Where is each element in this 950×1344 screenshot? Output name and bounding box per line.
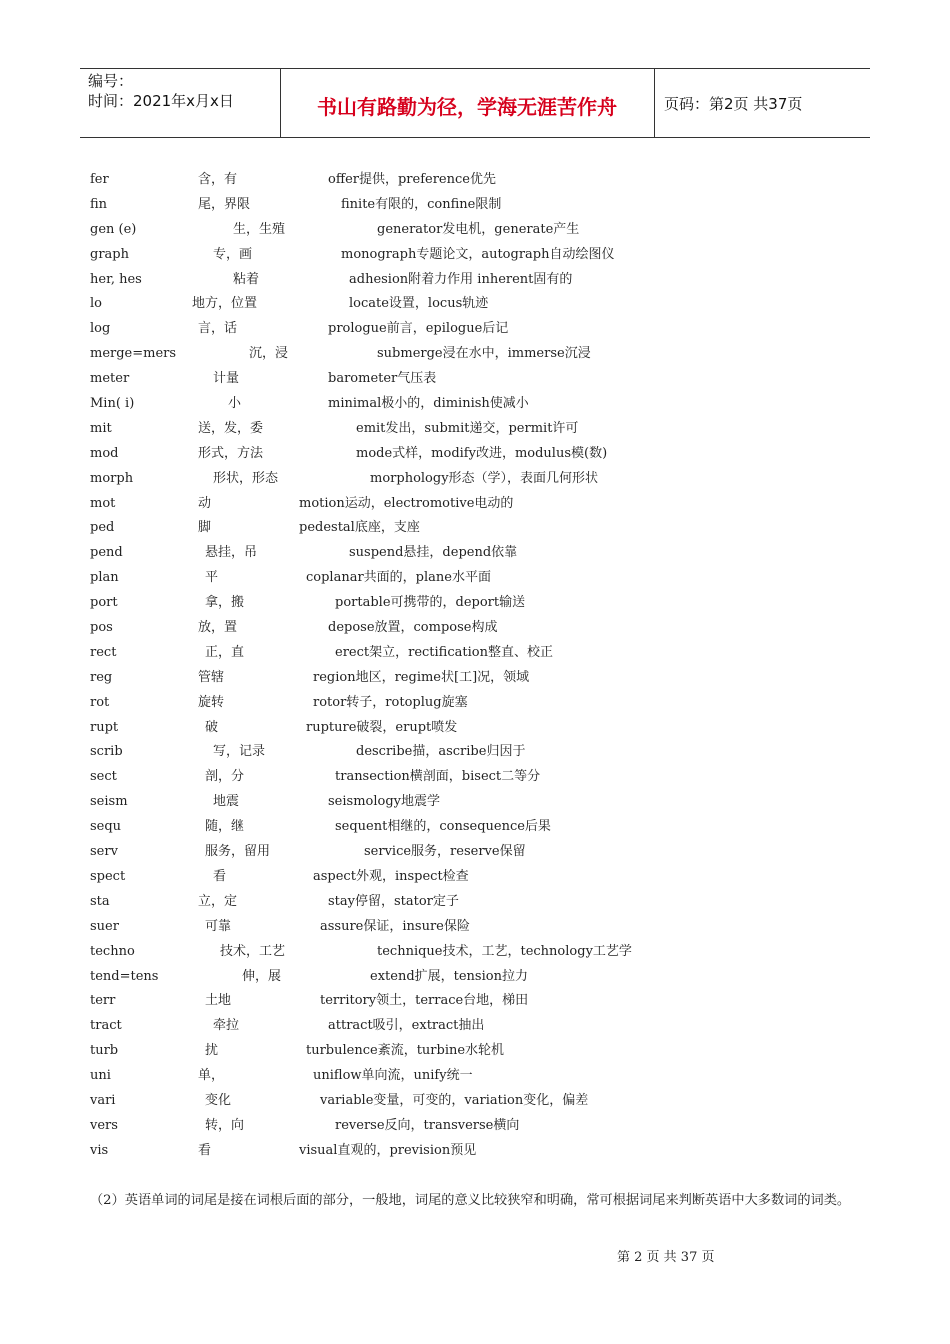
root-examples: adhesion附着力作用 inherent固有的 [349,271,573,287]
root-meaning: 尾，界限 [198,196,251,212]
word-root: morph [90,470,134,486]
root-examples: seismology地震学 [328,794,440,810]
word-root: suer [90,918,119,934]
list-item [90,842,850,867]
word-root: vis [90,1142,109,1158]
list-item [90,170,850,195]
root-meaning: 扰 [205,1043,219,1059]
root-meaning: 技术，工艺 [220,943,286,959]
word-root: merge=mers [90,346,177,362]
root-meaning: 随，继 [205,819,245,835]
root-examples: locate设置，locus轨迹 [349,296,489,312]
list-item [90,718,850,743]
root-meaning: 土地 [205,993,232,1009]
root-examples: coplanar共面的，plane水平面 [306,570,491,586]
word-root: mod [90,445,119,461]
body-paragraph: （2）英语单词的词尾是接在词根后面的部分，一般地，词尾的意义比较狭窄和明确，常可根据词尾来判断英语中大多数词的词类。 [90,1193,851,1208]
root-examples: pedestal底座，支座 [299,520,420,536]
root-examples: suspend悬挂，depend依靠 [349,545,518,561]
list-item [90,867,850,892]
header-page-number: 页码：第2页 共37页 [664,95,803,113]
document-number-label: 编号： [88,72,134,90]
list-item [90,543,850,568]
root-meaning: 脚 [198,520,212,536]
word-root: tract [90,1018,122,1034]
list-item [90,643,850,668]
list-item [90,195,850,220]
root-examples: region地区，regime状[工]况，领域 [313,669,530,685]
word-root: rot [90,694,110,710]
header-meta [88,71,280,111]
list-item [90,892,850,917]
root-examples: morphology形态（学），表面几何形状 [370,470,599,486]
root-examples: minimal极小的，diminish使减小 [328,396,529,412]
root-examples: motion运动，electromotive电动的 [299,495,514,511]
root-meaning: 地震 [213,794,240,810]
root-examples: portable可携带的，deport输送 [335,595,526,611]
word-root: mit [90,420,112,436]
list-item [90,693,850,718]
page-header [80,68,870,138]
root-meaning: 送，发，委 [198,420,264,436]
root-examples: assure保证，insure保险 [320,918,470,934]
root-meaning: 写，记录 [213,744,266,760]
list-item [90,917,850,942]
word-root: mot [90,495,116,511]
word-root-list [90,170,850,1166]
root-examples: reverse反向，transverse横向 [335,1117,520,1133]
root-meaning: 生，生殖 [233,221,286,237]
root-examples: visual直观的，prevision预见 [299,1142,477,1158]
root-examples: service服务，reserve保留 [364,844,526,860]
word-root: ped [90,520,115,536]
document-time-label: 时间：2021年x月x日 [88,92,234,110]
list-item [90,593,850,618]
root-meaning: 粘着 [233,271,260,287]
list-item [90,369,850,394]
root-meaning: 拿，搬 [205,595,245,611]
list-item [90,394,850,419]
word-root: reg [90,669,113,685]
root-meaning: 可靠 [205,918,232,934]
root-examples: depose放置，compose构成 [328,620,498,636]
list-item [90,494,850,519]
root-meaning: 旋转 [198,694,225,710]
root-examples: rotor转子，rotoplug旋塞 [313,694,468,710]
root-meaning: 沉，浸 [249,346,289,362]
root-meaning: 地方，位置 [192,296,258,312]
list-item [90,294,850,319]
word-root: meter [90,371,130,387]
root-examples: describe描，ascribe归因于 [356,744,526,760]
root-meaning: 形式，方法 [198,445,264,461]
root-meaning: 言，话 [198,321,238,337]
root-meaning: 含，有 [198,172,238,187]
word-root: scrib [90,744,123,760]
header-divider [654,69,655,137]
list-item [90,518,850,543]
list-item [90,1141,850,1166]
word-root: sta [90,893,110,909]
word-root: lo [90,296,102,312]
root-examples: submerge浸在水中，immerse沉浸 [377,346,591,362]
root-meaning: 伸，展 [242,968,282,984]
root-meaning: 看 [213,868,227,884]
root-meaning: 专，画 [213,246,253,262]
word-root: rupt [90,719,119,735]
root-examples: erect架立，rectification整直、校正 [335,644,553,660]
page-footer: 第 2 页 共 37 页 [617,1250,715,1265]
list-item [90,344,850,369]
root-meaning: 剖，分 [205,769,245,785]
root-examples: prologue前言，epilogue后记 [328,321,509,337]
root-meaning: 破 [205,719,219,735]
word-root: spect [90,868,126,884]
word-root: Min( i) [90,396,135,412]
list-item [90,444,850,469]
root-meaning: 变化 [205,1092,232,1108]
root-examples: mode式样，modify改进，modulus模(数) [356,445,608,461]
list-item [90,220,850,245]
root-examples: extend扩展，tension拉力 [370,968,528,984]
word-root: seism [90,794,128,810]
root-meaning: 单， [198,1068,225,1084]
root-meaning: 放，置 [198,620,238,636]
root-examples: emit发出，submit递交，permit许可 [356,420,579,436]
list-item [90,568,850,593]
list-item [90,1041,850,1066]
word-root: sequ [90,819,122,835]
root-meaning: 转，向 [205,1117,245,1133]
word-root: vari [90,1092,116,1108]
root-meaning: 正，直 [205,644,245,660]
root-examples: technique技术，工艺，technology工艺学 [377,943,632,959]
root-meaning: 计量 [213,371,240,387]
list-item [90,245,850,270]
word-root: techno [90,943,135,959]
root-examples: barometer气压表 [328,371,437,387]
list-item [90,270,850,295]
list-item [90,967,850,992]
header-motto: 书山有路勤为径，学海无涯苦作舟 [317,95,617,119]
root-meaning: 平 [205,570,219,586]
list-item [90,991,850,1016]
root-examples: stay停留，stator定子 [328,893,459,909]
list-item [90,817,850,842]
root-examples: generator发电机，generate产生 [377,221,580,237]
word-root: graph [90,246,129,262]
word-root: fer [90,172,109,187]
word-root: her, hes [90,271,142,287]
word-root: vers [90,1117,118,1133]
root-meaning: 形状，形态 [213,470,279,486]
list-item [90,792,850,817]
word-root: pend [90,545,123,561]
list-item [90,469,850,494]
root-examples: finite有限的，confine限制 [341,196,502,212]
root-meaning: 管辖 [198,669,225,685]
word-root: tend=tens [90,968,159,984]
root-examples: attract吸引，extract抽出 [328,1018,485,1034]
root-meaning: 牵拉 [213,1018,240,1034]
root-examples: territory领土，terrace台地，梯田 [320,993,529,1009]
list-item [90,742,850,767]
list-item [90,942,850,967]
list-item [90,319,850,344]
root-examples: sequent相继的，consequence后果 [335,819,551,835]
word-root: turb [90,1043,119,1059]
list-item [90,767,850,792]
word-root: fin [90,196,108,212]
root-examples: turbulence紊流，turbine水轮机 [306,1043,505,1059]
root-examples: offer提供，preference优先 [328,172,496,187]
list-item [90,618,850,643]
root-examples: monograph专题论文，autograph自动绘图仪 [341,246,615,262]
list-item [90,1116,850,1141]
word-root: log [90,321,111,337]
list-item [90,1066,850,1091]
list-item [90,1091,850,1116]
word-root: uni [90,1068,111,1084]
list-item [90,419,850,444]
root-meaning: 服务，留用 [205,844,271,860]
root-meaning: 悬挂，吊 [205,545,258,561]
word-root: plan [90,570,119,586]
word-root: rect [90,644,117,660]
word-root: pos [90,620,113,636]
root-meaning: 立，定 [198,893,238,909]
word-root: port [90,595,118,611]
root-examples: variable变量，可变的，variation变化，偏差 [320,1092,589,1108]
word-root: serv [90,844,118,860]
root-examples: transection横剖面，bisect二等分 [335,769,541,785]
root-meaning: 小 [228,396,242,412]
root-examples: rupture破裂，erupt喷发 [306,719,458,735]
word-root: terr [90,993,116,1009]
root-examples: uniflow单向流，unify统一 [313,1068,473,1084]
list-item [90,1016,850,1041]
root-meaning: 动 [198,495,212,511]
word-root: gen (e) [90,221,137,237]
root-examples: aspect外观，inspect检查 [313,868,469,884]
word-root: sect [90,769,117,785]
root-meaning: 看 [198,1142,212,1158]
list-item [90,668,850,693]
